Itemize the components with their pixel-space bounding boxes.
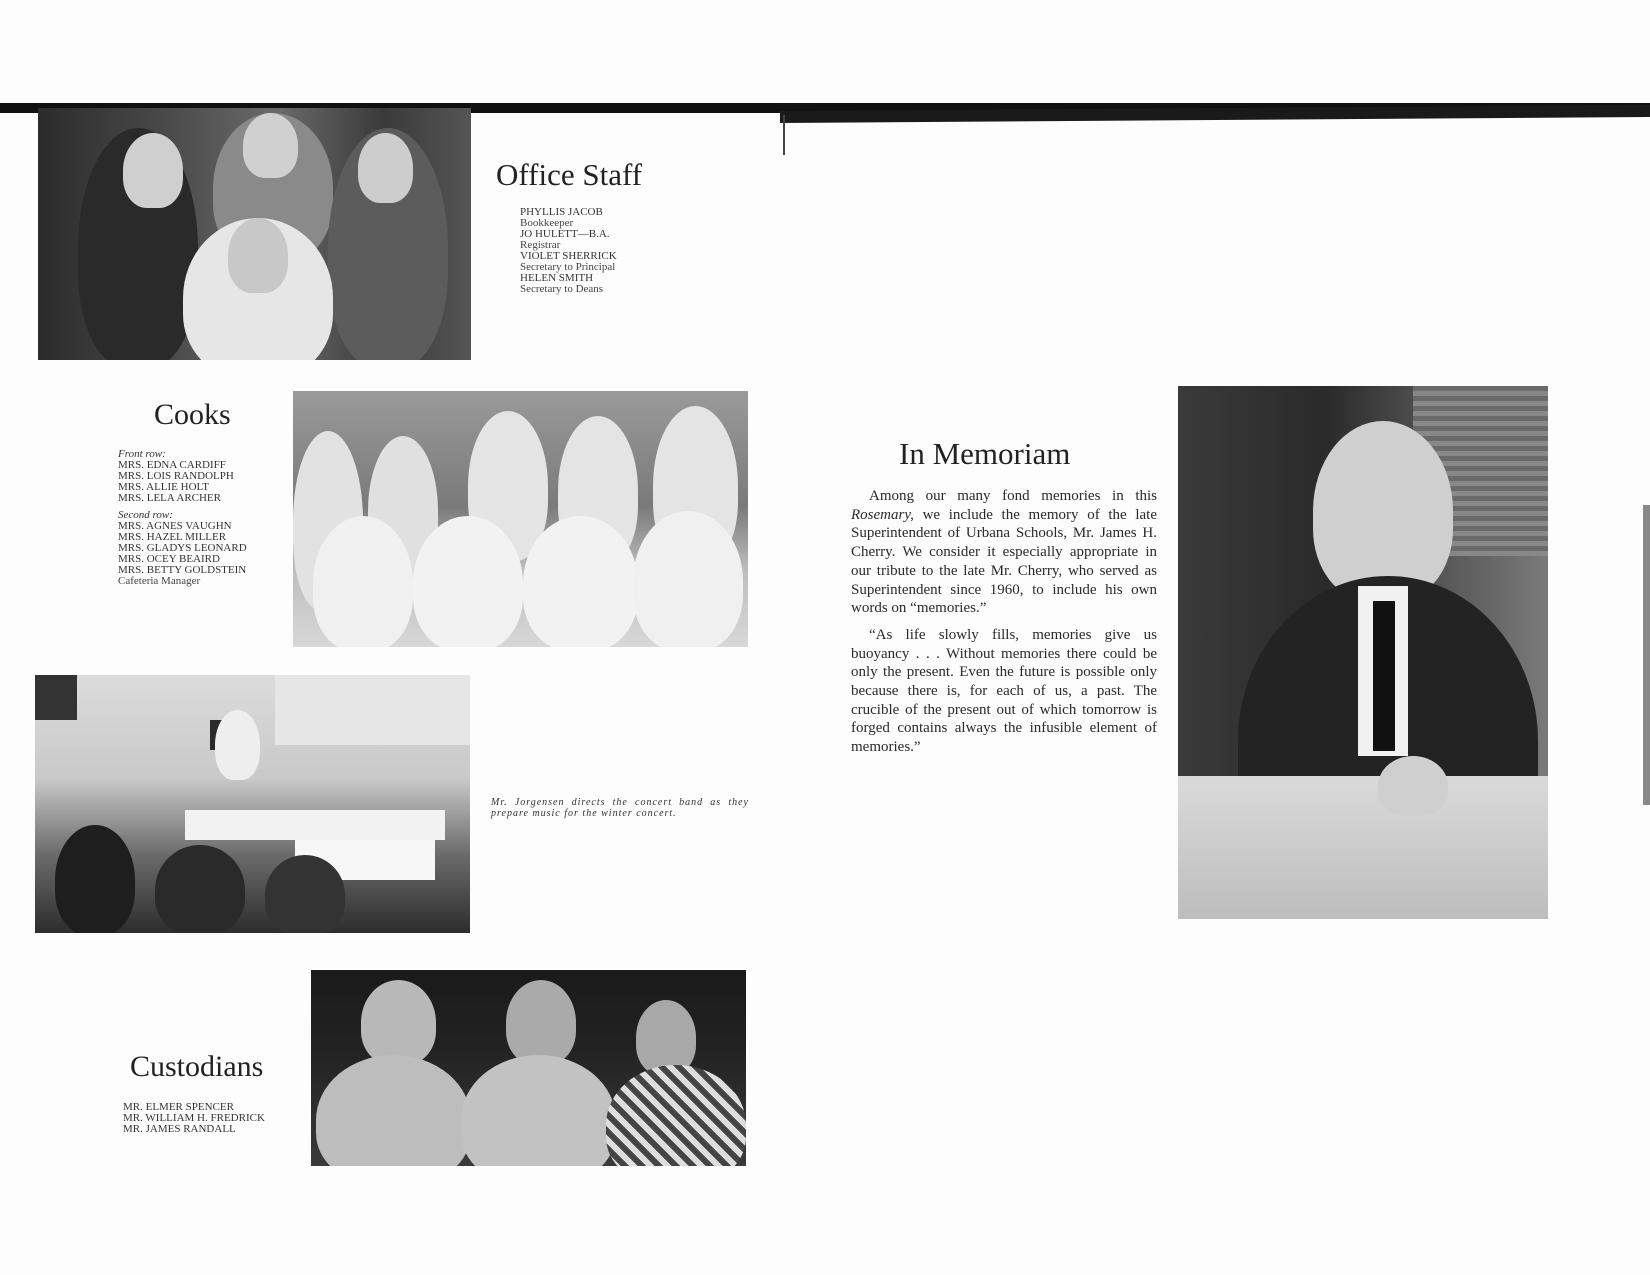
cook-name: MRS. LOIS RANDOLPH [118, 470, 234, 482]
staff-name: VIOLET SHERRICK [520, 250, 617, 262]
cook-name: MRS. OCEY BEAIRD [118, 553, 220, 565]
next-page-edge [1643, 505, 1650, 805]
staff-name: JO HULETT—B.A. [520, 228, 610, 240]
cook-role: Cafeteria Manager [118, 575, 201, 587]
cooks-photo [293, 391, 748, 647]
second-row-label: Second row: [118, 509, 173, 521]
office-staff-list [520, 207, 617, 295]
cook-name: MRS. ALLIE HOLT [118, 481, 209, 493]
cook-name: MRS. HAZEL MILLER [118, 531, 227, 543]
band-photo [35, 675, 470, 933]
office-staff-heading: Office Staff [496, 157, 643, 192]
cooks-list [118, 449, 247, 587]
office-staff-photo [38, 108, 471, 360]
memoriam-paragraph-2: “As life slowly fills, memories give us buoyancy . . . Without memories there could be only the present. Even the future is possible only because there is, for each of us, a past. The crucible of the present out of which tomorrow is forged contains always the infusible element of memories.” [851, 626, 1157, 756]
staff-role: Secretary to Deans [520, 283, 604, 295]
custodian-name: MR. WILLIAM H. FREDRICK [123, 1112, 265, 1124]
staff-name: HELEN SMITH [520, 272, 594, 284]
cook-name: MRS. GLADYS LEONARD [118, 542, 247, 554]
staff-role: Bookkeeper [520, 217, 574, 229]
cooks-heading: Cooks [154, 398, 231, 431]
front-row-label: Front row: [118, 448, 166, 460]
memoriam-portrait [1178, 386, 1548, 919]
custodians-list [123, 1102, 265, 1135]
cook-name: MRS. EDNA CARDIFF [118, 459, 226, 471]
cook-name: MRS. LELA ARCHER [118, 492, 221, 504]
cook-name: MRS. AGNES VAUGHN [118, 520, 232, 532]
staff-role: Secretary to Principal [520, 261, 616, 273]
memoriam-paragraph-1: Among our many fond memories in this Rosemary, we include the memory of the late Superintendent of Urbana Schools, Mr. James H. Cherry. We consider it especially appropriate in our tribute to the late Mr. Cherry, who served as Superintendent since 1960, to include his own words on “memories.” [851, 488, 1157, 617]
page-gutter [783, 115, 785, 155]
band-caption-line1: Mr. Jorgensen directs the concert band as they [491, 797, 749, 808]
band-caption [491, 797, 749, 819]
custodian-name: MR. JAMES RANDALL [123, 1123, 236, 1135]
staff-role: Registrar [520, 239, 561, 251]
custodians-photo [311, 970, 746, 1166]
staff-name: PHYLLIS JACOB [520, 206, 603, 218]
cook-name: MRS. BETTY GOLDSTEIN [118, 564, 247, 576]
memoriam-heading: In Memoriam [899, 436, 1071, 471]
memoriam-text [851, 487, 1157, 765]
yearbook-name: Rosemary, [851, 506, 914, 523]
band-caption-line2: prepare music for the winter concert. [491, 808, 677, 819]
custodian-name: MR. ELMER SPENCER [123, 1101, 234, 1113]
custodians-heading: Custodians [130, 1050, 264, 1083]
